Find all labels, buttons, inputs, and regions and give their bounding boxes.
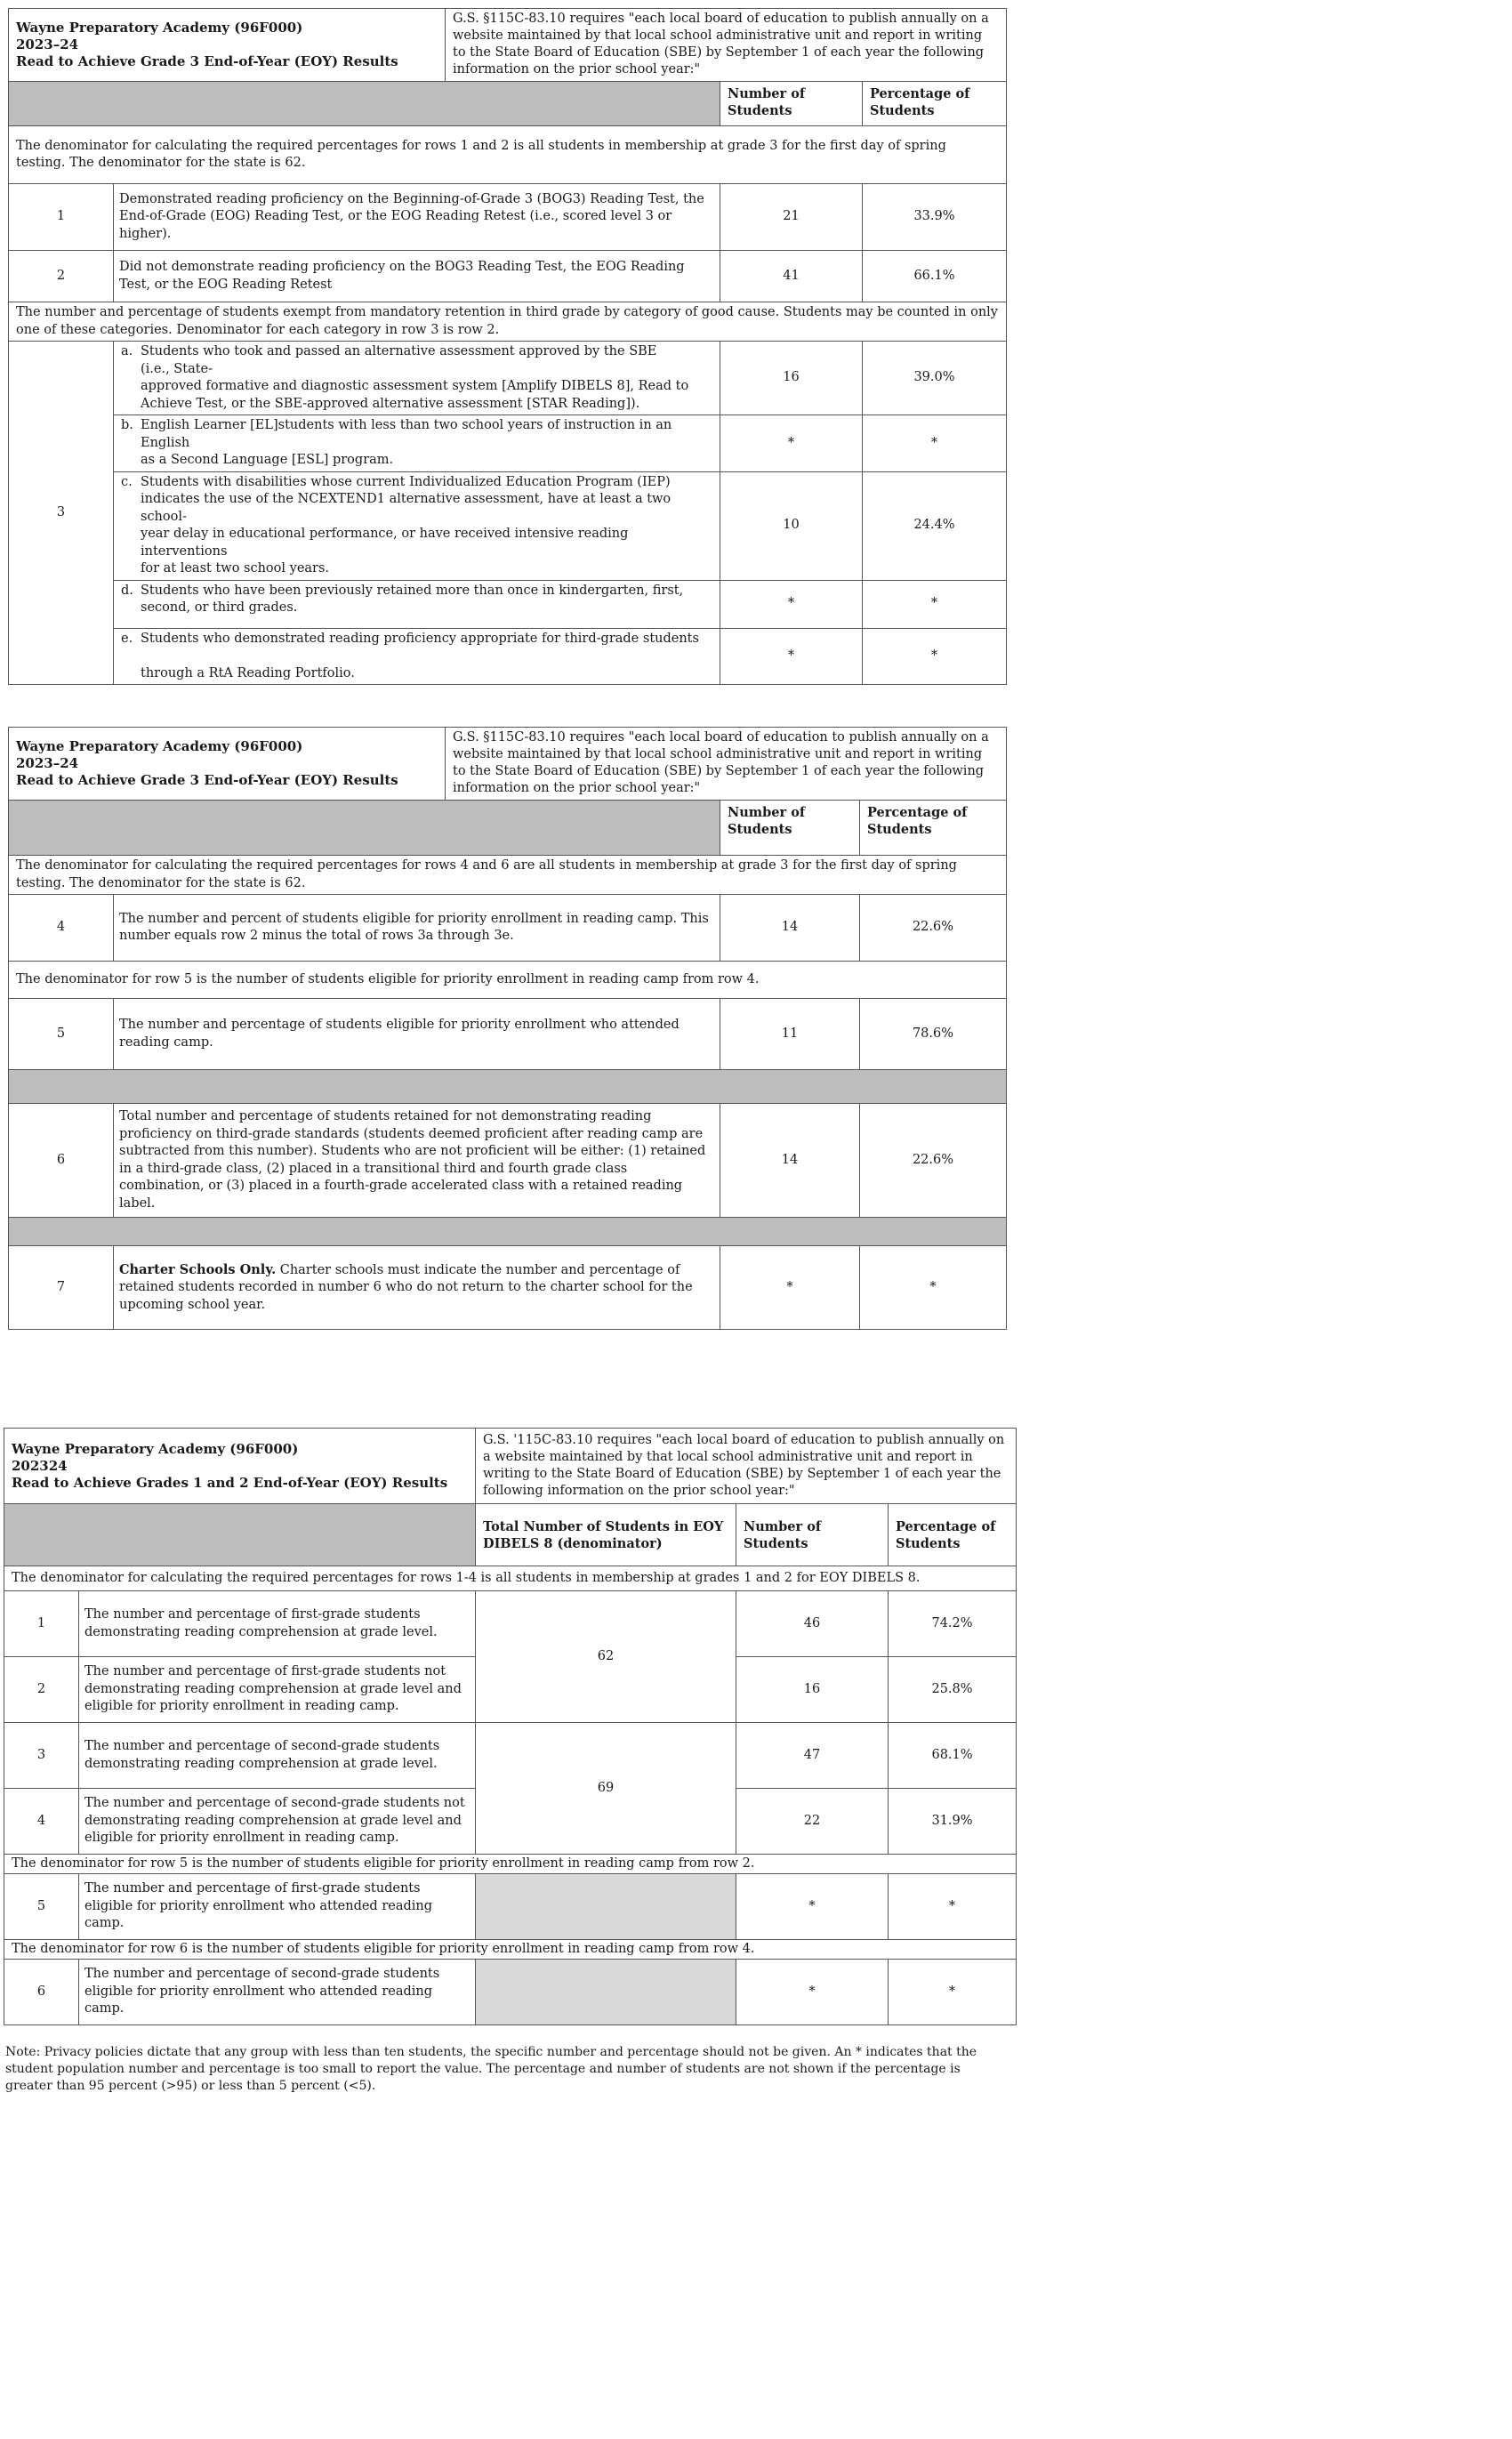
gray-spacer-cell <box>9 801 720 856</box>
table-header-title <box>4 1429 476 1504</box>
table-row <box>9 471 1007 580</box>
row5-denominator-note: The denominator for row 5 is the number of students eligible for priority enrollment in reading camp from row 4. <box>9 962 1007 999</box>
exemption-category-a <box>114 342 720 415</box>
row-students: 10 <box>720 471 863 580</box>
row-percent: 24.4% <box>863 471 1007 580</box>
row-students: 47 <box>736 1723 889 1789</box>
table-header-title <box>9 728 446 801</box>
table-row <box>9 342 1007 415</box>
row6-denominator-note: The denominator for row 6 is the number of students eligible for priority enrollment in reading camp from row 4. <box>4 1940 1017 1960</box>
gray-divider-row <box>9 1218 1007 1246</box>
category-text-line: for at least two school years. <box>141 561 330 576</box>
row-students: 41 <box>720 251 863 302</box>
table-row <box>9 999 1007 1070</box>
row-students: 11 <box>720 999 860 1070</box>
row-percent: 22.6% <box>860 1104 1007 1218</box>
row-description: The number and percentage of first-grade students not demonstrating reading comprehension at grade level and eligible for priority enrollment in reading camp. <box>79 1657 476 1723</box>
category-letter: d. <box>121 583 133 598</box>
col-header-total: Total Number of Students in EOY DIBELS 8 (denominator) <box>476 1504 736 1566</box>
row-number: 6 <box>4 1960 79 2025</box>
school-name: Wayne Preparatory Academy (96F000) <box>16 20 303 36</box>
col-header-percent: Percentage of Students <box>889 1504 1017 1566</box>
gray-spacer-cell <box>4 1504 476 1566</box>
row-percent: * <box>863 580 1007 628</box>
row-description: The number and percentage of second-grade students not demonstrating reading comprehension at grade level and eligible for priority enrollment in reading camp. <box>79 1789 476 1855</box>
shaded-empty-cell <box>476 1960 736 2025</box>
row-students: * <box>736 1874 889 1940</box>
table-row <box>4 1723 1017 1789</box>
row-students: 22 <box>736 1789 889 1855</box>
row-percent: 31.9% <box>889 1789 1017 1855</box>
row-description <box>114 1246 720 1330</box>
row-description: Demonstrated reading proficiency on the Beginning-of-Grade 3 (BOG3) Reading Test, the End-of-Grade (EOG) Reading Test, or the EOG Reading Retest (i.e., scored level 3 or higher). <box>114 184 720 251</box>
col-header-number: Number of Students <box>720 82 863 126</box>
category-text-line: through a RtA Reading Portfolio. <box>141 665 355 680</box>
row-number: 4 <box>4 1789 79 1855</box>
row-number: 3 <box>9 342 114 685</box>
row-students: * <box>720 628 863 685</box>
row-percent: 74.2% <box>889 1591 1017 1657</box>
table-row <box>9 251 1007 302</box>
report-title: Read to Achieve Grades 1 and 2 End-of-Year (EOY) Results <box>12 1474 448 1491</box>
table-row <box>4 1591 1017 1657</box>
row-percent: * <box>863 628 1007 685</box>
table-row <box>9 184 1007 251</box>
row-percent: 39.0% <box>863 342 1007 415</box>
table-header-title <box>9 9 446 82</box>
denominator-note: The denominator for calculating the required percentages for rows 1-4 is all students in membership at grades 1 and 2 for EOY DIBELS 8. <box>4 1566 1017 1591</box>
row-students: 21 <box>720 184 863 251</box>
row-description: Total number and percentage of students retained for not demonstrating reading proficiency on third-grade standards (students deemed proficient after reading camp are subtracted from this number). Students who are not proficient will be either: (1) retained in a third-grade class, (2) placed in a transitional third and fourth grade class combination, or (3) placed in a fourth-grade accelerated class with a retained reading label. <box>114 1104 720 1218</box>
row-percent: 33.9% <box>863 184 1007 251</box>
table-row <box>9 1246 1007 1330</box>
statute-requirement: G.S. §115C-83.10 requires "each local board of education to publish annually on a website maintained by that local school administrative unit and report in writing to the State Board of Education (SBE) by September 1 of each year the following information on the prior school year:" <box>446 9 1007 82</box>
table-row <box>9 580 1007 628</box>
total-grade2: 69 <box>476 1723 736 1855</box>
row-percent: 22.6% <box>860 895 1007 962</box>
row-percent: 66.1% <box>863 251 1007 302</box>
row-number: 7 <box>9 1246 114 1330</box>
exemption-category-c <box>114 471 720 580</box>
category-letter: a. <box>121 344 133 358</box>
table-row <box>9 628 1007 685</box>
denominator-note: The denominator for calculating the required percentages for rows 4 and 6 are all students in membership at grade 3 for the first day of spring testing. The denominator for the state is 62. <box>9 856 1007 895</box>
denominator-note: The denominator for calculating the required percentages for rows 1 and 2 is all students in membership at grade 3 for the first day of spring testing. The denominator for the state is 62. <box>9 126 1007 184</box>
gray-spacer-cell <box>9 82 720 126</box>
col-header-number: Number of Students <box>720 801 860 856</box>
row-percent: 78.6% <box>860 999 1007 1070</box>
school-year: 2023–24 <box>16 36 79 52</box>
report-title: Read to Achieve Grade 3 End-of-Year (EOY) Results <box>16 53 398 69</box>
table-row <box>9 1104 1007 1218</box>
row-students: * <box>720 1246 860 1330</box>
school-name: Wayne Preparatory Academy (96F000) <box>12 1440 299 1457</box>
col-header-percent: Percentage of Students <box>860 801 1007 856</box>
statute-requirement: G.S. '115C-83.10 requires "each local board of education to publish annually on a website maintained by that local school administrative unit and report in writing to the State Board of Education (SBE) by September 1 of each year the following information on the prior school year:" <box>476 1429 1017 1504</box>
row-students: 14 <box>720 1104 860 1218</box>
category-text-line: Students who took and passed an alternative assessment approved by the SBE <box>141 344 657 358</box>
exemption-note: The number and percentage of students exempt from mandatory retention in third grade by category of good cause. Students may be counted in only one of these categories. Denominator for each category in row 3 is row 2. <box>9 302 1007 342</box>
row-description: The number and percentage of second-grade students demonstrating reading comprehension at grade level. <box>79 1723 476 1789</box>
row-description: The number and percent of students eligible for priority enrollment in reading camp. This number equals row 2 minus the total of rows 3a through 3e. <box>114 895 720 962</box>
table-row <box>9 895 1007 962</box>
row-percent: * <box>889 1960 1017 2025</box>
row-percent: * <box>889 1874 1017 1940</box>
exemption-category-e <box>114 628 720 685</box>
category-text-line: approved formative and diagnostic assessment system [Amplify DIBELS 8], Read to Achieve Test, or the SBE-approved alternative assessment [STAR Reading]). <box>141 379 689 411</box>
row-number: 2 <box>4 1657 79 1723</box>
exemption-category-b <box>114 415 720 472</box>
category-letter: b. <box>121 418 133 432</box>
charter-description: Charter schools must indicate the number and percentage of retained students recorded in number 6 who do not return to the charter school for the upcoming school year. <box>119 1262 693 1312</box>
col-header-percent: Percentage of Students <box>863 82 1007 126</box>
charter-label: Charter Schools Only. <box>119 1261 277 1277</box>
row-number: 3 <box>4 1723 79 1789</box>
row-number: 6 <box>9 1104 114 1218</box>
row-students: * <box>720 415 863 472</box>
row-percent: * <box>860 1246 1007 1330</box>
row-description: The number and percentage of second-grade students eligible for priority enrollment who attended reading camp. <box>79 1960 476 2025</box>
row-description: Did not demonstrate reading proficiency on the BOG3 Reading Test, the EOG Reading Test, or the EOG Reading Retest <box>114 251 720 302</box>
shaded-empty-cell <box>476 1874 736 1940</box>
category-text-line: as a Second Language [ESL] program. <box>141 453 394 467</box>
grade3-eoy-results-table-2 <box>8 727 1007 1330</box>
category-letter: e. <box>121 631 133 646</box>
category-text-line: Students who have been previously retained more than once in kindergarten, first, second, or third grades. <box>141 583 684 615</box>
row-students: * <box>736 1960 889 2025</box>
row5-denominator-note: The denominator for row 5 is the number of students eligible for priority enrollment in reading camp from row 2. <box>4 1855 1017 1874</box>
school-year: 2023–24 <box>16 755 79 771</box>
row-number: 2 <box>9 251 114 302</box>
category-text-line: (i.e., State- <box>141 361 213 376</box>
row-percent: 25.8% <box>889 1657 1017 1723</box>
row-students: 14 <box>720 895 860 962</box>
row-description: The number and percentage of first-grade students demonstrating reading comprehension at grade level. <box>79 1591 476 1657</box>
school-name: Wayne Preparatory Academy (96F000) <box>16 738 303 754</box>
row-description: The number and percentage of first-grade students eligible for priority enrollment who attended reading camp. <box>79 1874 476 1940</box>
row-number: 4 <box>9 895 114 962</box>
grades1-2-eoy-results-table <box>4 1428 1017 2025</box>
row-number: 5 <box>9 999 114 1070</box>
table-row <box>4 1960 1017 2025</box>
grade3-eoy-results-table-1 <box>8 8 1007 685</box>
table-row <box>4 1874 1017 1940</box>
row-number: 1 <box>4 1591 79 1657</box>
row-students: 16 <box>720 342 863 415</box>
school-year: 202324 <box>12 1457 68 1474</box>
category-text-line: Students who demonstrated reading proficiency appropriate for third-grade students <box>141 631 699 646</box>
report-title: Read to Achieve Grade 3 End-of-Year (EOY) Results <box>16 772 398 788</box>
row-number: 5 <box>4 1874 79 1940</box>
category-text-line: Students with disabilities whose current Individualized Education Program (IEP) indicates the use of the NCEXTEND1 alternative assessment, have at least a two school- <box>141 474 672 524</box>
total-grade1: 62 <box>476 1591 736 1723</box>
category-text-line: English Learner [EL]students with less than two school years of instruction in an English <box>141 418 672 450</box>
row-students: * <box>720 580 863 628</box>
category-letter: c. <box>121 474 133 489</box>
category-text-line: year delay in educational performance, or have received intensive reading interventions <box>141 527 629 559</box>
statute-requirement: G.S. §115C-83.10 requires "each local board of education to publish annually on a website maintained by that local school administrative unit and report in writing to the State Board of Education (SBE) by September 1 of each year the following information on the prior school year:" <box>446 728 1007 801</box>
row-number: 1 <box>9 184 114 251</box>
gray-divider-row <box>9 1070 1007 1104</box>
table-row <box>9 415 1007 472</box>
col-header-number: Number of Students <box>736 1504 889 1566</box>
row-percent: 68.1% <box>889 1723 1017 1789</box>
privacy-footnote: Note: Privacy policies dictate that any group with less than ten students, the specific number and percentage should not be given. An * indicates that the student population number and percentage is too small to report the value. The percentage and number of students are not shown if the percentage is greater than 95 percent (>95) or less than 5 percent (<5). <box>5 2045 977 2093</box>
row-students: 46 <box>736 1591 889 1657</box>
row-students: 16 <box>736 1657 889 1723</box>
exemption-category-d <box>114 580 720 628</box>
row-description: The number and percentage of students eligible for priority enrollment who attended reading camp. <box>114 999 720 1070</box>
row-percent: * <box>863 415 1007 472</box>
